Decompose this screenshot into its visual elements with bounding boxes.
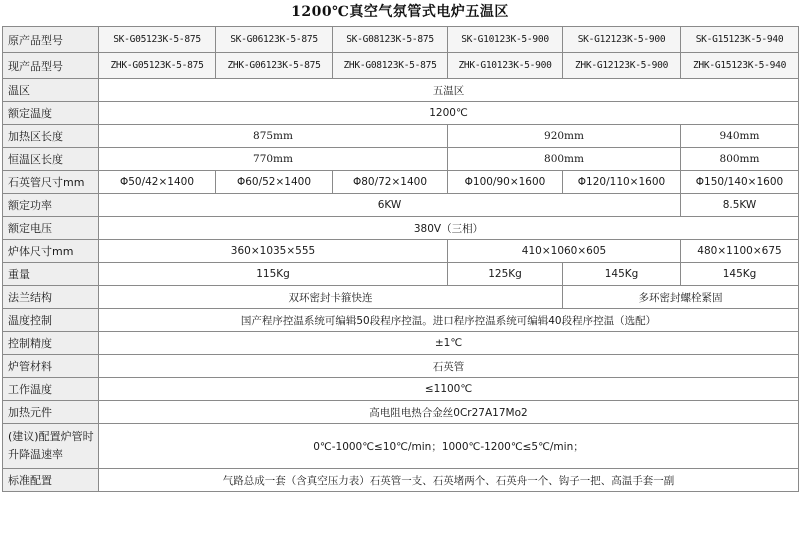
work-temp-value: ≤1100℃ xyxy=(99,378,799,401)
heating-element-value: 高电阻电热合金丝0Cr27A17Mo2 xyxy=(99,401,799,424)
table-row-heating-rate xyxy=(3,424,799,469)
table-row-precision xyxy=(3,332,799,355)
row-label: 石英管尺寸mm xyxy=(3,171,99,194)
table-row-flange xyxy=(3,286,799,309)
constant-length-value: 800mm xyxy=(448,148,681,171)
row-label: 加热区长度 xyxy=(3,125,99,148)
body-size-value: 410×1060×605 xyxy=(448,240,681,263)
table-row-zone xyxy=(3,79,799,102)
row-label: 额定电压 xyxy=(3,217,99,240)
table-row-constant-length xyxy=(3,148,799,171)
tube-size-value: Φ50/42×1400 xyxy=(99,171,216,194)
row-label: 法兰结构 xyxy=(3,286,99,309)
table-row-tube-material xyxy=(3,355,799,378)
original-model-cell: SK-G15123K-5-940 xyxy=(681,27,799,53)
weight-value: 125Kg xyxy=(448,263,563,286)
zone-value: 五温区 xyxy=(99,79,799,102)
table-row-voltage xyxy=(3,217,799,240)
heating-length-value: 940mm xyxy=(681,125,799,148)
table-row-heating-element xyxy=(3,401,799,424)
tube-size-value: Φ150/140×1600 xyxy=(681,171,799,194)
constant-length-value: 800mm xyxy=(681,148,799,171)
row-label: 现产品型号 xyxy=(3,53,99,79)
voltage-value: 380V（三相） xyxy=(99,217,799,240)
current-model-cell: ZHK-G10123K-5-900 xyxy=(448,53,563,79)
row-label: (建议)配置炉管时升降温速率 xyxy=(3,424,99,469)
row-label: 温区 xyxy=(3,79,99,102)
original-model-cell: SK-G10123K-5-900 xyxy=(448,27,563,53)
weight-value: 145Kg xyxy=(681,263,799,286)
table-row-temp-control xyxy=(3,309,799,332)
power-value: 8.5KW xyxy=(681,194,799,217)
body-size-value: 480×1100×675 xyxy=(681,240,799,263)
row-label: 恒温区长度 xyxy=(3,148,99,171)
original-model-cell: SK-G06123K-5-875 xyxy=(216,27,333,53)
row-label: 炉体尺寸mm xyxy=(3,240,99,263)
tube-size-value: Φ80/72×1400 xyxy=(333,171,448,194)
table-row-weight xyxy=(3,263,799,286)
table-row-current-model xyxy=(3,53,799,79)
current-model-cell: ZHK-G15123K-5-940 xyxy=(681,53,799,79)
constant-length-value: 770mm xyxy=(99,148,448,171)
tube-size-value: Φ60/52×1400 xyxy=(216,171,333,194)
row-label: 额定功率 xyxy=(3,194,99,217)
table-row-rated-temp xyxy=(3,102,799,125)
row-label: 工作温度 xyxy=(3,378,99,401)
row-label: 温度控制 xyxy=(3,309,99,332)
row-label: 控制精度 xyxy=(3,332,99,355)
row-label: 重量 xyxy=(3,263,99,286)
table-row-body-size xyxy=(3,240,799,263)
precision-value: ±1℃ xyxy=(99,332,799,355)
table-row-work-temp xyxy=(3,378,799,401)
weight-value: 115Kg xyxy=(99,263,448,286)
power-value: 6KW xyxy=(99,194,681,217)
row-label: 额定温度 xyxy=(3,102,99,125)
spec-table xyxy=(2,26,799,492)
standard-config-value: 气路总成一套（含真空压力表）石英管一支、石英堵两个、石英舟一个、钩子一把、高温手套一副 xyxy=(99,469,799,492)
tube-material-value: 石英管 xyxy=(99,355,799,378)
table-row-original-model xyxy=(3,27,799,53)
current-model-cell: ZHK-G08123K-5-875 xyxy=(333,53,448,79)
original-model-cell: SK-G08123K-5-875 xyxy=(333,27,448,53)
heating-length-value: 875mm xyxy=(99,125,448,148)
row-label: 标准配置 xyxy=(3,469,99,492)
table-row-standard-config xyxy=(3,469,799,492)
table-row-tube-size xyxy=(3,171,799,194)
rated-temp-value: 1200℃ xyxy=(99,102,799,125)
original-model-cell: SK-G05123K-5-875 xyxy=(99,27,216,53)
original-model-cell: SK-G12123K-5-900 xyxy=(563,27,681,53)
page-title: 1200℃真空气氛管式电炉五温区 xyxy=(291,4,509,20)
tube-size-value: Φ100/90×1600 xyxy=(448,171,563,194)
weight-value: 145Kg xyxy=(563,263,681,286)
temp-control-value: 国产程序控温系统可编辑50段程序控温。进口程序控温系统可编辑40段程序控温（选配） xyxy=(99,309,799,332)
flange-value: 双环密封卡箍快连 xyxy=(99,286,563,309)
heating-length-value: 920mm xyxy=(448,125,681,148)
flange-value: 多环密封螺栓紧固 xyxy=(563,286,799,309)
table-row-power xyxy=(3,194,799,217)
heating-rate-value: 0℃-1000℃≤10℃/min；1000℃-1200℃≤5℃/min； xyxy=(99,424,799,469)
body-size-value: 360×1035×555 xyxy=(99,240,448,263)
row-label: 炉管材料 xyxy=(3,355,99,378)
current-model-cell: ZHK-G12123K-5-900 xyxy=(563,53,681,79)
current-model-cell: ZHK-G05123K-5-875 xyxy=(99,53,216,79)
row-label: 加热元件 xyxy=(3,401,99,424)
tube-size-value: Φ120/110×1600 xyxy=(563,171,681,194)
table-row-heating-length xyxy=(3,125,799,148)
row-label: 原产品型号 xyxy=(3,27,99,53)
current-model-cell: ZHK-G06123K-5-875 xyxy=(216,53,333,79)
